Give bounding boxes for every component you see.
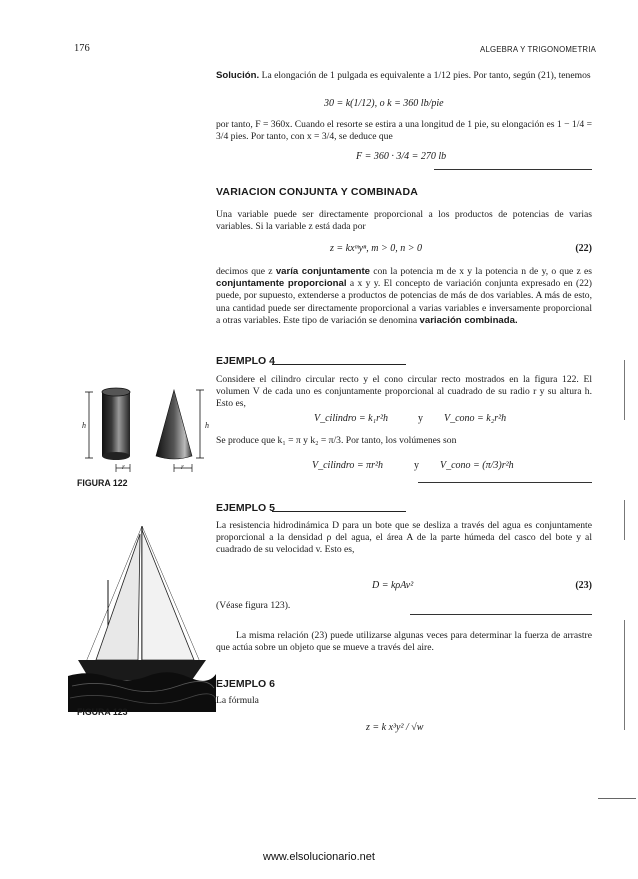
ejemplo-4-vol-cilindro: V_cilindro = πr²h [312, 460, 384, 471]
ejemplo-6-title: EJEMPLO 6 [216, 678, 275, 690]
ejemplo-5-text-2: La misma relación (23) puede utilizarse algunas veces para determinar la fuerza de arrastre que actúa sobre un objeto que se mueve a través del aire. [216, 630, 592, 654]
ejemplo-4-text-2: Se produce que k₁ = π y k₂ = π/3. Por tanto, los volúmenes son [216, 435, 457, 446]
figure-122-drawing [80, 382, 212, 474]
cone-shape [156, 390, 192, 459]
section-intro: Una variable puede ser directamente proporcional a los productos de potencias de varias variables. Si la variable z está dada por [216, 209, 592, 233]
term-variacion-combinada: variación combinada. [419, 314, 518, 326]
ejemplo-4-title: EJEMPLO 4 [216, 355, 275, 367]
cylinder-shape [102, 388, 130, 460]
ejemplo-5-title: EJEMPLO 5 [216, 502, 275, 514]
term-varia-conjuntamente: varía conjuntamente [275, 266, 370, 277]
section-body [216, 266, 592, 327]
ejemplo-4-vol-cono: V_cono = (π/3)r²h [440, 460, 514, 471]
page-number: 176 [74, 43, 90, 54]
footer-url[interactable]: www.elsolucionario.net [263, 851, 375, 863]
scan-edge-mark [624, 360, 625, 420]
ejemplo-5-end-rule [410, 614, 592, 615]
solucion-label: Solución. [216, 70, 260, 81]
solucion-text: La elongación de 1 pulgada es equivalente a 1/12 pies. Por tanto, según (21), tenemos [261, 70, 591, 81]
figure-123-drawing [68, 520, 216, 712]
section-body-a: decimos que z [216, 266, 276, 277]
solucion-equation-2: F = 360 · 3/4 = 270 lb [356, 151, 447, 162]
term-conjuntamente-proporcional: conjuntamente proporcional [216, 278, 347, 290]
section-title: VARIACION CONJUNTA Y COMBINADA [216, 186, 419, 198]
scan-edge-rule [598, 798, 636, 799]
ejemplo-4-rule [272, 364, 406, 365]
equation-23-number: (23) [575, 580, 592, 591]
equation-22-number: (22) [575, 243, 592, 254]
sailboat-main-sail [142, 530, 194, 660]
solucion-equation-1: 30 = k(1/12), o k = 360 lb/pie [324, 98, 444, 109]
ejemplo-5-rule [272, 511, 406, 512]
section-body-c: a x y y. El concepto de variación conjunta expresado en (22) puede, por supuesto, extenderse a productos de potencias de más de dos variables. A más de esto, una cantidad puede ser directamente proporcional a varias variables e inversamente proporcional a otras variables. Este tipo de variación se denomina [216, 278, 592, 326]
equation-23: D = kρAv² [372, 580, 414, 591]
ejemplo-4-eq-y: y [418, 413, 423, 424]
ejemplo-4-eq-cilindro: V_cilindro = k₁r²h [314, 413, 388, 424]
figure-123-label: FIGURA 123 [77, 707, 128, 717]
ejemplo-4-text: Considere el cilindro circular recto y el cono circular recto mostrados en la figura 122. El volumen V de cada uno es conjuntamente proporcional al cuadrado de su radio r y su altura h. Esto es, [216, 374, 592, 410]
ejemplo-6-text: La fórmula [216, 695, 259, 706]
ejemplo-4-eq-cono: V_cono = k₂r²h [444, 413, 507, 424]
figure-122-label: FIGURA 122 [77, 478, 128, 488]
section-body-b: con la potencia m de x y la potencia n de y, o que z es [369, 266, 593, 277]
figure-122-h-left: h [82, 421, 86, 430]
figure-122-r-right: r [181, 462, 184, 471]
ejemplo-4-vol-y: y [414, 460, 419, 471]
solucion-end-rule [434, 169, 592, 170]
scan-edge-mark [624, 620, 625, 730]
ejemplo-6-equation: z = k x³y² / √w [366, 722, 424, 733]
figure-122-r-left: r [122, 462, 125, 471]
solucion-paragraph [216, 70, 592, 82]
scan-edge-mark [624, 500, 625, 540]
figure-122-h-right: h [205, 421, 209, 430]
solucion-paragraph-2: por tanto, F = 360x. Cuando el resorte se estira a una longitud de 1 pie, su elongación es 1 − 1/4 = 3/4 pies. Por tanto, con x = 3/4, se deduce que [216, 119, 592, 143]
sailboat-jib [96, 534, 140, 660]
equation-22: z = kxᵐyⁿ, m > 0, n > 0 [330, 243, 422, 254]
ejemplo-5-text: La resistencia hidrodinámica D para un bote que se desliza a través del agua es conjuntamente proporcional a la densidad ρ del agua, el área A de la parte húmeda del casco del bote y al cuadrado de su velocidad v. Esto es, [216, 520, 592, 556]
running-head: ALGEBRA Y TRIGONOMETRIA [480, 45, 596, 54]
ejemplo-5-see-figure: (Véase figura 123). [216, 600, 291, 611]
ejemplo-4-end-rule [418, 482, 592, 483]
